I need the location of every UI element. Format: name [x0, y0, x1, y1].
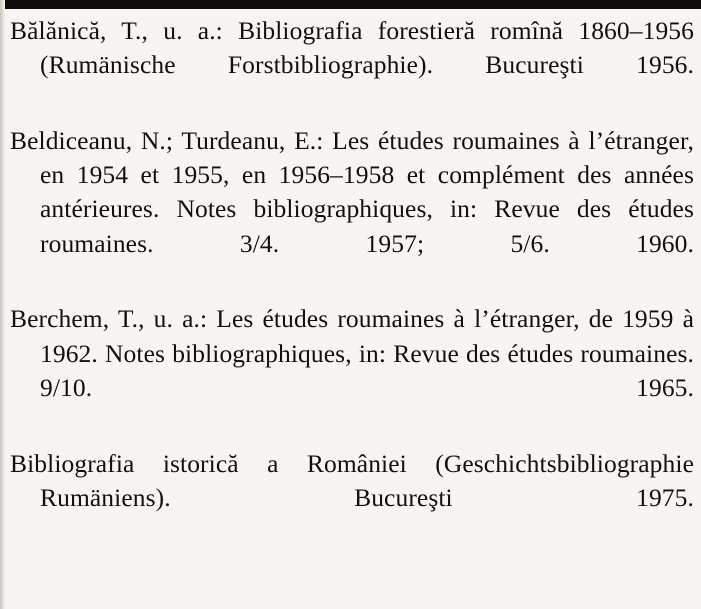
scan-edge-left	[0, 0, 5, 609]
bibliography-entry: Bibliografia istorică a României (Geschichtsbibliographie Rumäniens). Bucureşti 1975.	[10, 448, 694, 512]
bibliography-entry: Beldiceanu, N.; Turdeanu, E.: Les études roumaines à l’étranger, en 1954 et 1955, en 1956–1958 et complément des années antérieures. Notes bibliographiques, in: Revue des études roumaines. 3/4. 1957; 5/6. 1960.	[10, 125, 694, 258]
scan-edge-top	[0, 0, 701, 9]
bibliography-entry: Bălănică, T., u. a.: Bibliografia forestieră romînă 1860–1956 (Rumänische Forstbibliographie). Bucureşti 1956.	[10, 16, 694, 80]
bibliography-entry: Berchem, T., u. a.: Les études roumaines à l’étranger, de 1959 à 1962. Notes bibliographiques, in: Revue des études roumaines. 9/10. 1965.	[10, 304, 694, 402]
bibliography-list	[10, 14, 694, 549]
